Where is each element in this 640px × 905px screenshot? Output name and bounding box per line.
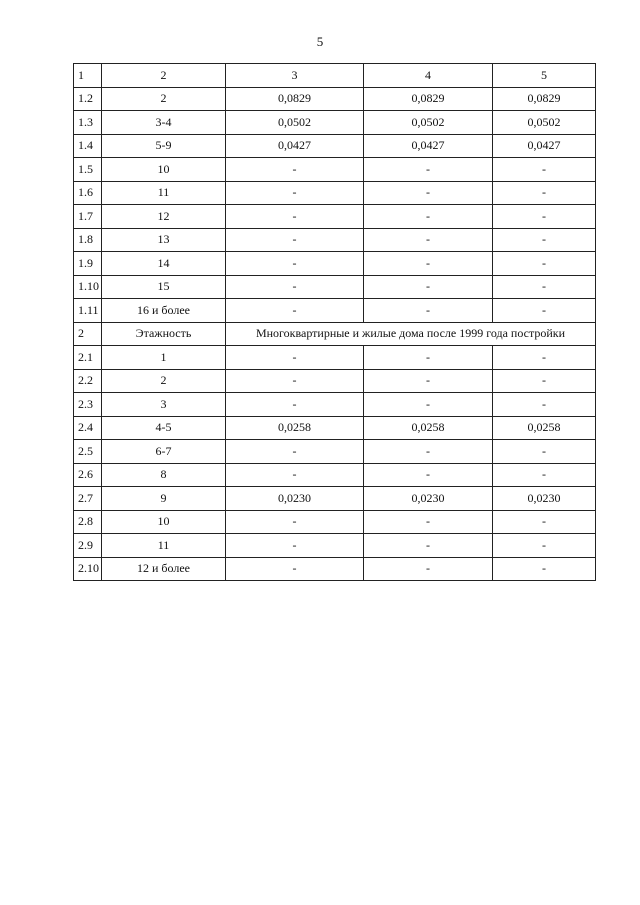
table-row <box>74 134 596 158</box>
table-cell: 10 <box>102 510 226 534</box>
table-cell: 3-4 <box>102 111 226 135</box>
table-cell: - <box>364 205 493 229</box>
table-cell: - <box>493 463 596 487</box>
table-row <box>74 416 596 440</box>
table-cell: 1.11 <box>74 299 102 323</box>
table-cell: - <box>226 252 364 276</box>
table-row <box>74 369 596 393</box>
table-cell: - <box>226 158 364 182</box>
table-cell: 1.5 <box>74 158 102 182</box>
table-cell: 2 <box>102 369 226 393</box>
table-cell: - <box>493 440 596 464</box>
table-cell: 6-7 <box>102 440 226 464</box>
table-row <box>74 111 596 135</box>
table-cell: - <box>364 534 493 558</box>
table-row <box>74 557 596 581</box>
table-cell: 0,0427 <box>226 134 364 158</box>
table-cell: 14 <box>102 252 226 276</box>
section-header-row <box>74 322 596 346</box>
table-cell: - <box>364 158 493 182</box>
table-cell: 1.7 <box>74 205 102 229</box>
table-row <box>74 252 596 276</box>
table-cell: 13 <box>102 228 226 252</box>
table-cell: 1.8 <box>74 228 102 252</box>
header-row <box>74 64 596 88</box>
table-row <box>74 487 596 511</box>
table-cell: 0,0258 <box>226 416 364 440</box>
section-description: Многоквартирные и жилые дома после 1999 года постройки <box>226 322 596 346</box>
table-row <box>74 181 596 205</box>
table-cell: 1.9 <box>74 252 102 276</box>
table-cell: 0,0829 <box>226 87 364 111</box>
table-cell: 0,0427 <box>364 134 493 158</box>
table-cell: - <box>226 275 364 299</box>
section-number: 2 <box>74 322 102 346</box>
table-cell: - <box>364 252 493 276</box>
tariff-table <box>73 63 596 581</box>
table-cell: 1.10 <box>74 275 102 299</box>
table-cell: - <box>226 346 364 370</box>
table-row <box>74 510 596 534</box>
page-number: 5 <box>316 34 324 49</box>
table-cell: 1 <box>74 64 102 88</box>
table-cell: 1.3 <box>74 111 102 135</box>
table-cell: - <box>226 205 364 229</box>
table-row <box>74 275 596 299</box>
table-cell: - <box>493 228 596 252</box>
table-cell: - <box>226 440 364 464</box>
table-cell: - <box>226 181 364 205</box>
table-cell: 0,0502 <box>226 111 364 135</box>
table-cell: 2 <box>102 64 226 88</box>
table-cell: 0,0502 <box>364 111 493 135</box>
table-cell: 12 <box>102 205 226 229</box>
table-cell: 3 <box>102 393 226 417</box>
table-cell: 12 и более <box>102 557 226 581</box>
table-cell: - <box>226 510 364 534</box>
table-cell: 2.5 <box>74 440 102 464</box>
table-cell: - <box>226 463 364 487</box>
table-cell: 4-5 <box>102 416 226 440</box>
table-cell: 1 <box>102 346 226 370</box>
table-row <box>74 158 596 182</box>
table-cell: 11 <box>102 534 226 558</box>
table-cell: 9 <box>102 487 226 511</box>
table-cell: 8 <box>102 463 226 487</box>
table-cell: 1.4 <box>74 134 102 158</box>
table-cell: 5-9 <box>102 134 226 158</box>
table-cell: 0,0829 <box>493 87 596 111</box>
table-cell: 5 <box>493 64 596 88</box>
section-label: Этажность <box>102 322 226 346</box>
table-cell: - <box>364 275 493 299</box>
table-cell: 0,0230 <box>364 487 493 511</box>
table-cell: 2.2 <box>74 369 102 393</box>
table-row <box>74 87 596 111</box>
table-cell: - <box>364 369 493 393</box>
table-row <box>74 228 596 252</box>
table-cell: - <box>493 369 596 393</box>
table-cell: - <box>493 510 596 534</box>
table-cell: - <box>364 299 493 323</box>
table-cell: 2.9 <box>74 534 102 558</box>
table-cell: - <box>226 534 364 558</box>
table-cell: 0,0258 <box>493 416 596 440</box>
table-cell: - <box>226 369 364 393</box>
table-cell: 2.1 <box>74 346 102 370</box>
table-cell: 0,0829 <box>364 87 493 111</box>
table-body <box>74 64 596 581</box>
table-row <box>74 534 596 558</box>
table-row <box>74 393 596 417</box>
table-cell: - <box>493 299 596 323</box>
table-cell: - <box>364 463 493 487</box>
table-cell: - <box>493 393 596 417</box>
table-cell: - <box>226 299 364 323</box>
table-cell: 0,0258 <box>364 416 493 440</box>
table-cell: - <box>364 557 493 581</box>
table-cell: 0,0502 <box>493 111 596 135</box>
table-cell: 2.4 <box>74 416 102 440</box>
table-row <box>74 463 596 487</box>
table-cell: 1.6 <box>74 181 102 205</box>
table-cell: 10 <box>102 158 226 182</box>
table-cell: 2.6 <box>74 463 102 487</box>
table-cell: 11 <box>102 181 226 205</box>
table-cell: 3 <box>226 64 364 88</box>
table-cell: - <box>493 181 596 205</box>
table-cell: - <box>493 252 596 276</box>
table-cell: - <box>364 346 493 370</box>
table-cell: 16 и более <box>102 299 226 323</box>
table-cell: 15 <box>102 275 226 299</box>
table-row <box>74 440 596 464</box>
table-cell: 2.3 <box>74 393 102 417</box>
table-cell: 0,0427 <box>493 134 596 158</box>
table-cell: 1.2 <box>74 87 102 111</box>
table-cell: - <box>364 510 493 534</box>
table-cell: 2 <box>102 87 226 111</box>
table-cell: - <box>364 181 493 205</box>
table-cell: - <box>226 228 364 252</box>
table-cell: - <box>493 557 596 581</box>
table-cell: 2.10 <box>74 557 102 581</box>
table-row <box>74 346 596 370</box>
table-row <box>74 299 596 323</box>
table-cell: - <box>364 228 493 252</box>
table-cell: 0,0230 <box>493 487 596 511</box>
table-cell: 4 <box>364 64 493 88</box>
table-cell: - <box>493 534 596 558</box>
table-row <box>74 205 596 229</box>
table-cell: 2.7 <box>74 487 102 511</box>
table-cell: - <box>226 393 364 417</box>
table-cell: - <box>364 440 493 464</box>
table-cell: - <box>493 275 596 299</box>
table-cell: - <box>493 346 596 370</box>
table-cell: 2.8 <box>74 510 102 534</box>
table-cell: - <box>493 205 596 229</box>
table-cell: - <box>364 393 493 417</box>
table-cell: - <box>493 158 596 182</box>
table-cell: 0,0230 <box>226 487 364 511</box>
table-cell: - <box>226 557 364 581</box>
